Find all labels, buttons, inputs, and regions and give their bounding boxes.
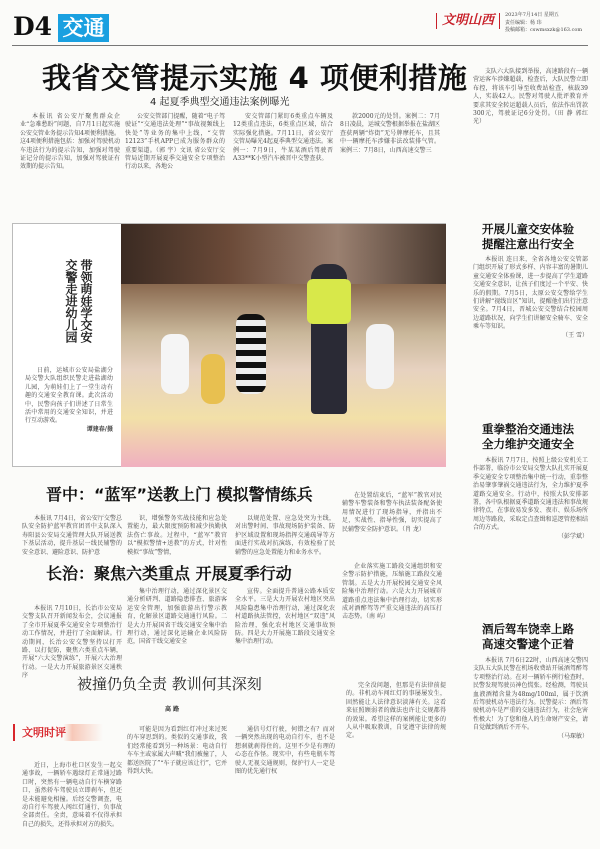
changzhi-col-3: 宣传。全面提升普通公路本质安全水平。三是大力开展农村地区突出风险隐患集中治理行动，通过深化农村道路执法管控，农村地区“双违”风险治理，强化农村地区交通事故预防。四是大力开展施工路段交通安全集中治理行动。 (235, 588, 335, 646)
date: 2023年7月14日 星期五 (505, 12, 559, 18)
right-story-1-headline: 开展儿童交安体验 提醒注意出行安全 (482, 222, 574, 251)
lead-subtitle: 4 起夏季典型交通违法案例曝光 (150, 97, 290, 108)
photo-credit: 谭建春/摄 (86, 425, 113, 433)
lead-col-2: 公安交管部门提醒，随着“电子驾驶证”“交通违法处理”“事故视频线上快处”等业务的集中上线，“交管12123”手机APP已成为服务群众的重要渠道。（郭 宇）文讯 省公安厅交管局近期开展夏季交通安全专项整治行动以来，各地公 (125, 113, 225, 171)
photo-frame (12, 223, 446, 467)
right-story-2-headline: 重拳整治交通违法 全力维护交通安全 (482, 422, 574, 451)
dateline (505, 12, 582, 35)
changzhi-col-2: 集中治理行动，通过深化景区交通分析研判、道路隐患排查、旅游客运安全管理，加强旅游出行警示教育，化解景区道路交通通行风险。二是大力开展国省干线交通安全集中治理行动，通过深化运输企业风险防范，国省干线交通安全 (127, 588, 227, 646)
commentary-col-1: 近日，上海市杜口区发生一起交通事故，一辆轿车遇绿灯正常通过路口时，突然有一辆电动自行车横穿路口，虽然轿车驾驶员立即刹车，但还是未能避免相撞。后经交警调查，电动自行车驾驶人闯红灯通行，负事故全部责任。全责，意味着不仅得承担自己的损失，还得承担对方的损失。 (22, 762, 122, 828)
photo-caption-text: 日前，运城市公安局盐湖分局交警大队组织民警走进盐湖幼儿园，为萌娃们上了一堂生动有趣的交通安全教育课。此次活动中，民警向孩子们讲述了日常生活中常用的交通安全知识，并进行互动游戏。 谭建春/摄 (25, 367, 113, 433)
byline: （马琛敏） (557, 732, 588, 740)
commentary-col-2: 可能是因为看到红灯冲过来过死的车穿思到的。类似的交通事故，我们经常能看到另一种场景：电动自行车车主或家属大声喊“我们被撞了，人都送医院了”“车子就应该让行”，它并得到大快。 (127, 726, 227, 776)
editor: 责任编辑：杨 玮 (505, 19, 542, 26)
changzhi-col-4: 企业落实施工路段交通组织和安全警示防护措施，压缩施工路段交通管制。五是大力开展校园交通安全风险集中治理行动。六是大力开展城市道路重点违法集中治理行动，切实形成对酒醉驾等严重交通违法的高压打击态势。（南 屿） (342, 563, 442, 621)
lead-col-1: 本报讯 省公安厅聚焦群众企业“急难愁盼”问题，自7月1日起实施公安交管业务提示告知4项便利措施。这4项便利措施包括：加强对驾驶机动车违法行为的提示告知，加强对驾驶证记分的提示告知，加强对驾驶证有效期的提示告知。 (20, 113, 120, 171)
jinzhong-col-1: 本报讯 7月4日，省公安厅交警总队安全防护蓝军教官团晋中支队深入寿阳县公安局交通管理大队开展送教下基层活动，提升基层一线民辅警的安全意识、避险意识、防护意 (22, 515, 122, 556)
commentary-col-4: 完全没问题，但那是有法律前提的。非机动车闯红灯的事屡屡发生，固然能让人法律意识淡薄有关。这看来征照顾弱者的做法也许让交规都得的效果。希望这样的案例能让更多的人从中吸取教训，自觉遵守法律的规定。 (346, 682, 446, 740)
jinzhong-col-2: 识，增强警务实战技能和应急处置能力，最大限度预防和减少执勤执法伤亡事故。过程中，“蓝军”教官以“模拟警情+送教”的方式，针对性模拟“事故”警情， (127, 515, 227, 556)
byline: （彭学斌） (557, 532, 588, 540)
page-number: D4 (13, 12, 53, 41)
commentary-column-label: 文明时评 (13, 724, 103, 741)
jinzhong-col-3: 以规范处置、应急处突为主线，对出警时间、事故现场防护装备、防护区域设置和现场指挥交通疏导等方面进行实战对抗演练，有效检验了民辅警的应急处置能力和业务水平。 (235, 515, 335, 556)
commentary-author: 高 路 (165, 706, 180, 713)
commentary-col-3: 通信号灯行驶，何错之有？而对一辆突然出现的电动自行车，也不是想刹就刹得住的。这里不少是有理的心态在作怪。现实中，有些电瓶车驾驶人无视交通规则，保护行人一定是图的优先通行权 (235, 726, 335, 776)
header-rule (12, 45, 588, 46)
lead-col-3: 安交管部门紧盯6类重点车辆及12类重点违法，6类重点区域，结合实际强化措施。7月11日，省公安厅交管局曝光4起夏季典型交通违法。案例一：7月9日，牛某某酒后驾驶晋A33**K小型汽车被晋中交警查获。 (233, 113, 333, 163)
jinzhong-col-4: 在处置结束后，“蓝军”教官对民辅警车警装备和警车执法装备配备使用情况进行了现场指导，并指出不足，实战性、指导性强，切实提高了民辅警安全防护意识。（肖 龙） (342, 492, 442, 533)
photo-children-traffic-police (121, 224, 446, 467)
commentary-headline: 被撞仍负全责 教训何其深刻 (77, 675, 262, 693)
lead-side: 支队六大队接到举报，高速路段有一辆营运客车涉嫌超载，检查后，大队民警立即布控，将该车引导至收费站检查，核载39人，实载42人。民警对驾驶人批评教育并要求其安全转运超载人员后，依法作出罚款300元，驾驶证记6分处罚。（田 静 郭红光） (473, 68, 588, 126)
right-story-3-text: 本报讯 7月6日22时，山西高速交警四支队五大队民警在机场收费站开展酒驾醉驾专项整治行动。在对一辆轿车例行检查时，民警发现驾驶员神色慌张。经检测，驾驶员血液酒精含量为48mg/100ml，属于饮酒后驾驶机动车违法行为。民警提示：酒后驾驶机动车是严重的交通违法行为，社会危害性极大！为了您和他人的生命财产安全，请自觉做到酒后不开车。 （马琛敏） (473, 657, 588, 740)
right-story-1-text: 本报讯 连日来，全省各地公安交管部门组织开展了形式多样、内容丰富的暑期儿童交通安全体验课，进一步提高了学生道路交通安全意识，让孩子们度过一个平安、快乐的假期。7月5日，太原公安交警给学生们讲解“视线盲区”知识，提醒他们出行注意安全。7月4日，晋城公安交警结合校园周边道路状况，向学生们讲解安全骑车、安全乘车等知识。 （王 雪） (473, 256, 588, 339)
right-story-2-text: 本报讯 7月7日，按照上级公安机关工作部署，临汾市公安局交警大队扎实开展夏季交通安全专项整治集中统一行动，重拳整治易肇事肇祸交通违法行为，全力维护夏季道路交通安全。行动中，按照大队安排部署，各中队根据夏季道路交通违法和事故规律特点，在事故易发多发、夜市、娱乐场所周边等路段，采取定点查缉和巡逻管控相结合的方式。 （彭学斌） (473, 457, 588, 540)
changzhi-col-1: 本报讯 7月10日，长治市公安局交警支队召开新闻发布会，会议通报了全市开展夏季交通安全专项整治行动工作情况，并进行了全面解读。行动期间，长治公安交警坚持以打开路、以打促防，聚焦六类重点车辆，开展“六大交警演练”，开展六大治理行动。一是大力开展旅游景区交通秩序 (22, 605, 122, 680)
section-label: 交通 (58, 14, 109, 42)
jinzhong-headline: 晋中：“蓝军”送教上门 模拟警情练兵 (46, 485, 313, 504)
right-story-3-headline: 酒后驾车饶幸上路 高速交警逮个正着 (482, 622, 574, 651)
email: 投稿邮箱：cswmsxzk@163.com (505, 27, 583, 33)
lead-col-4: 款2000元的处罚。案例二：7月8日凌晨，运城交警根据举报在盐湖区查获两辆“炸街”无号牌摩托车，且其中一辆摩托车涉嫌非法改装排气管。案例三：7月8日，山西高速交警三 (340, 113, 440, 154)
lead-headline: 我省交管提示实施 4 项便利措施 (42, 61, 468, 95)
newspaper-logo: 文明山西 (436, 13, 500, 29)
byline: （王 雪） (562, 331, 588, 339)
photo-caption-title: 带领萌娃学交安 交警走进幼儿园 (64, 259, 93, 343)
changzhi-headline: 长治：聚焦六类重点 开展夏季行动 (46, 564, 292, 583)
